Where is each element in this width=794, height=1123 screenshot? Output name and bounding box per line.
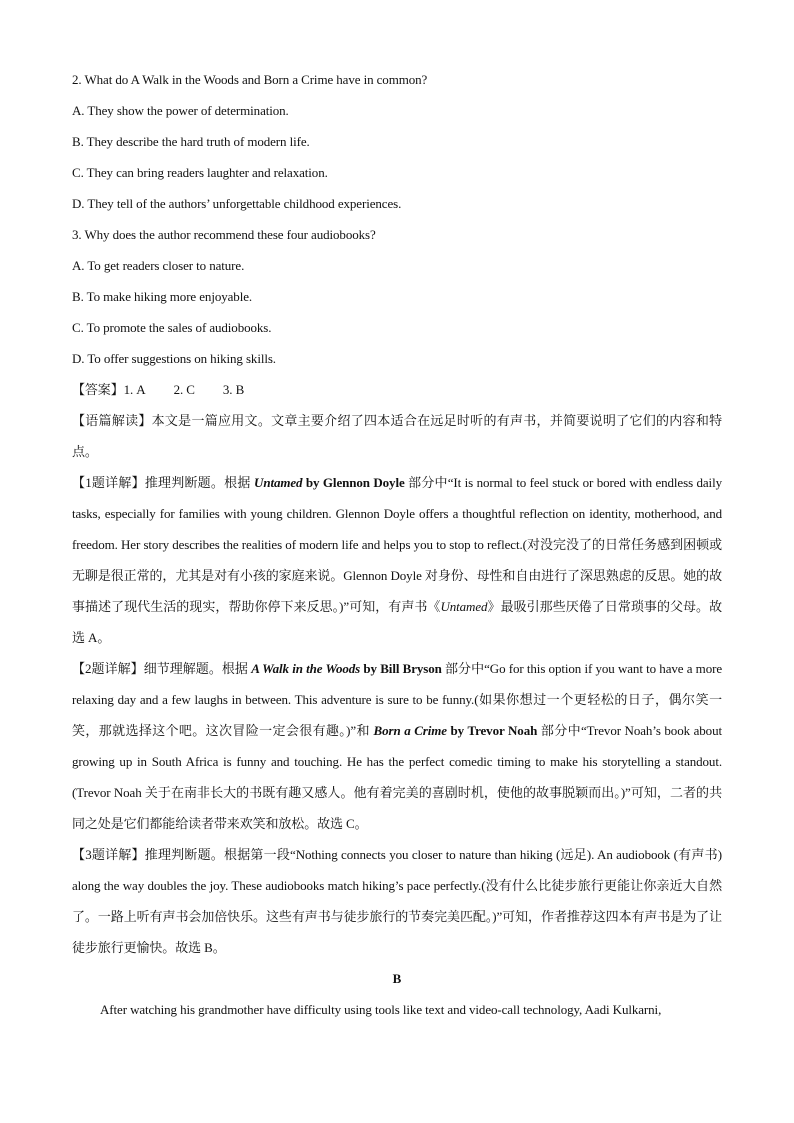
detail-2-body-1: 部分中“Go for this option if you want to have a more relaxing day and a few laughs in between. This adventure is sure to be funny.(如果你想过一个更轻松的日子，偶尔笑一笑，那就选择这个吧。这次冒险一定会很有趣。)”和 xyxy=(72,661,722,738)
question-2-option-a: A. They show the power of determination. xyxy=(72,103,289,118)
answer-label: 【答案】 xyxy=(72,382,124,397)
detail-2-book-1: A Walk in the Woods xyxy=(251,661,361,676)
detail-3 xyxy=(72,839,722,963)
detail-1-author: by Glennon Doyle xyxy=(302,475,405,490)
answer-item-1: 1. A xyxy=(123,382,146,397)
detail-1-book-title-2: Untamed xyxy=(440,599,488,614)
detail-1-label: 【1题详解】 xyxy=(72,475,145,490)
detail-1-intro: 推理判断题。根据 xyxy=(144,475,251,490)
detail-1-book-title: Untamed xyxy=(254,475,303,490)
question-2-option-b: B. They describe the hard truth of modern life. xyxy=(72,134,310,149)
detail-2-intro: 细节理解题。根据 xyxy=(143,661,252,676)
detail-1 xyxy=(72,467,722,653)
detail-2-label: 【2题详解】 xyxy=(72,661,144,676)
question-3-option-a: A. To get readers closer to nature. xyxy=(72,258,245,273)
analysis-label: 【语篇解读】 xyxy=(72,413,152,428)
detail-2-author-2: by Trevor Noah xyxy=(446,723,538,738)
section-b-title: B xyxy=(392,971,402,986)
detail-2-body-2: 部分中“Trevor Noah’s book about growing up in South Africa is funny and touching. He has the perfect comedic timing to make his storytelling a standout.(Trevor Noah 关于在南非长大的书既有趣又感人。他有着完美的喜剧时机，使他的故事脱颖而出。)”可知，二者的共同之处是它们都能给读者带来欢笑和放松。故选 C。 xyxy=(72,723,722,831)
question-3-stem: 3. Why does the author recommend these four audiobooks? xyxy=(72,227,376,242)
detail-3-label: 【3题详解】 xyxy=(72,847,145,862)
section-b-first-line: After watching his grandmother have difficulty using tools like text and video-call technology, Aadi Kulkarni, xyxy=(100,1002,662,1017)
question-2-option-d: D. They tell of the authors’ unforgettable childhood experiences. xyxy=(72,196,402,211)
answer-key xyxy=(72,374,722,405)
question-2-stem: 2. What do A Walk in the Woods and Born a Crime have in common? xyxy=(72,72,428,87)
answer-item-2: 2. C xyxy=(173,382,195,397)
question-2-option-c: C. They can bring readers laughter and relaxation. xyxy=(72,165,328,180)
detail-1-body: 部分中“It is normal to feel stuck or bored with endless daily tasks, especially for families with young children. Glennon Doyle offers a thoughtful reflection on identity, motherhood, and freedom. Her story describes the realities of modern life and helps you to stop to reflect.(对没完没了的日常任务感到困顿或无聊是很正常的，尤其是对有小孩的家庭来说。Glennon Doyle 对身份、母性和自由进行了深思熟虑的反思。她的故事描述了现代生活的现实，帮助你停下来反思。)”可知，有声书《 xyxy=(72,475,722,614)
analysis-text: 本文是一篇应用文。文章主要介绍了四本适合在远足时听的有声书，并简要说明了它们的内容和特点。 xyxy=(72,413,722,459)
passage-analysis xyxy=(72,405,722,467)
detail-2-book-2: Born a Crime xyxy=(373,723,447,738)
document-page xyxy=(72,64,722,1025)
question-3-option-c: C. To promote the sales of audiobooks. xyxy=(72,320,272,335)
question-3-option-d: D. To offer suggestions on hiking skills. xyxy=(72,351,276,366)
detail-3-text: 推理判断题。根据第一段“Nothing connects you closer to nature than hiking (远足). An audiobook (有声书) along the way doubles the joy. These audiobooks match hiking’s pace perfectly.(没有什么比徒步旅行更能让你亲近大自然了。一路上听有声书会加倍快乐。这些有声书与徒步旅行的节奏完美匹配。)”可知，作者推荐这四本有声书是为了让徒步旅行更愉快。故选 B。 xyxy=(72,847,723,955)
detail-1-conclusion: 》最吸引那些厌倦了日常琐事的父母。故选 A。 xyxy=(72,599,722,645)
answer-item-3: 3. B xyxy=(222,382,245,397)
detail-2-author-1: by Bill Bryson xyxy=(360,661,442,676)
detail-2 xyxy=(72,653,722,839)
question-3-option-b: B. To make hiking more enjoyable. xyxy=(72,289,253,304)
